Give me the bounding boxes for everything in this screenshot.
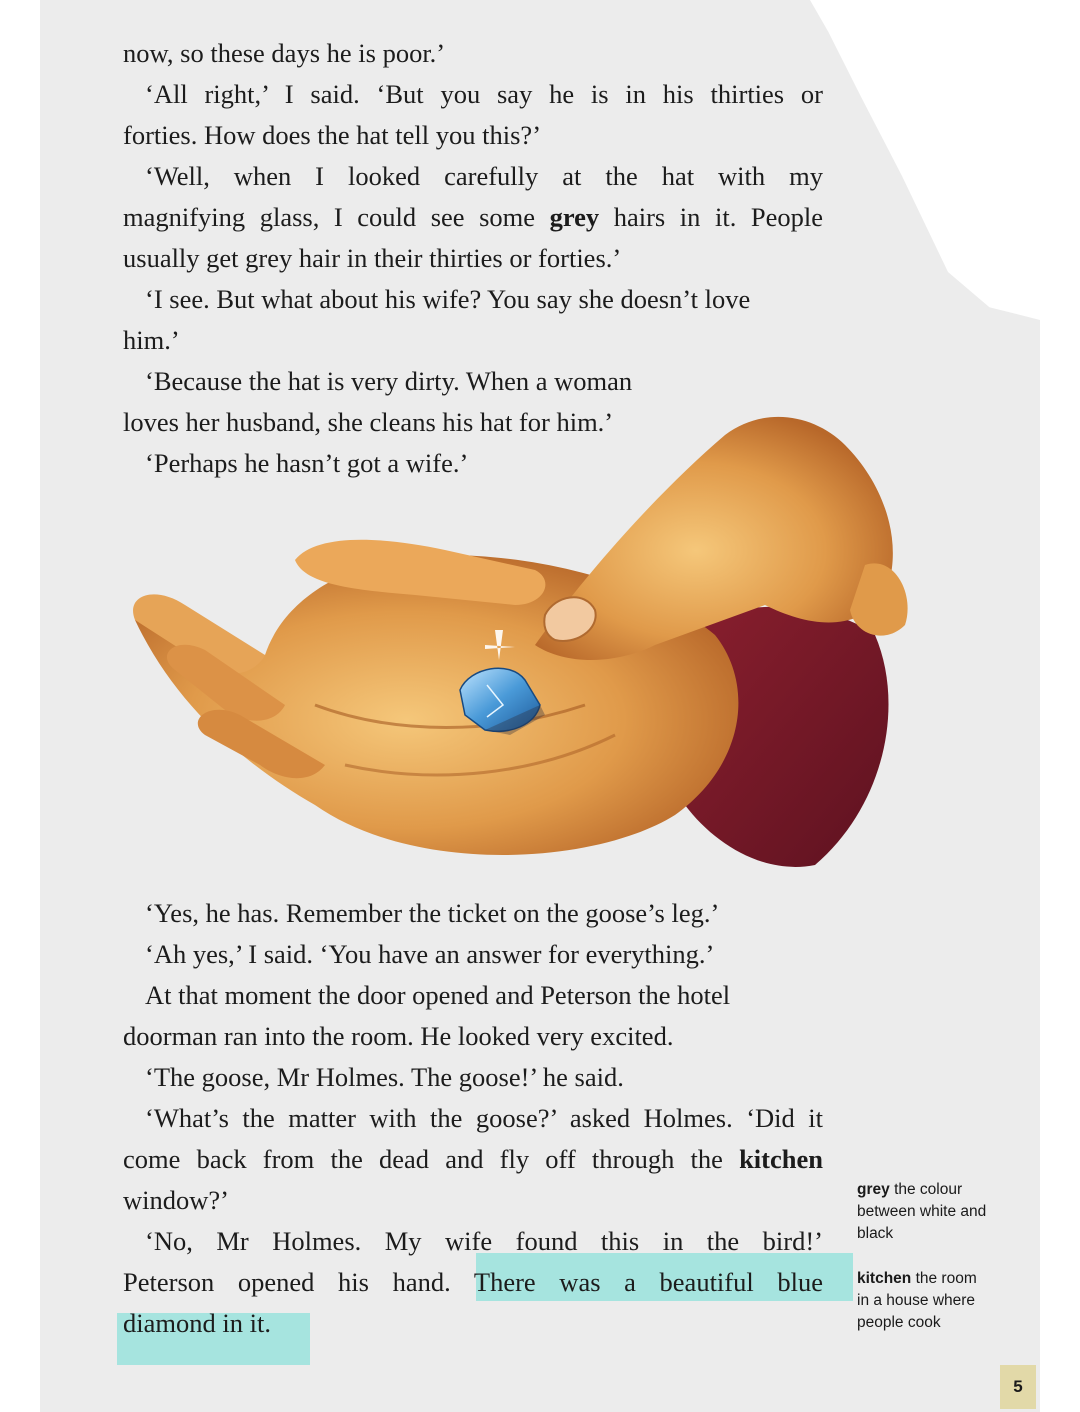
text-span: hairs in it. People: [599, 202, 823, 232]
glossary-definition: between white and: [857, 1203, 987, 1220]
glossary-definition: black: [857, 1225, 894, 1242]
glossary-word-kitchen: kitchen: [739, 1144, 823, 1174]
text-span: come back from the dead and fly off through the: [123, 1144, 740, 1174]
text-line: At that moment the door opened and Peterson the hotel: [145, 980, 731, 1010]
glossary-definition: the colour: [894, 1181, 963, 1198]
glossary-definition: the room: [915, 1270, 977, 1287]
glossary-entry-kitchen: [857, 1268, 1017, 1334]
text-span: magnifying glass, I could see some: [123, 202, 550, 232]
text-line: usually get grey hair in their thirties or forties.’: [123, 243, 622, 273]
text-line: [123, 1144, 823, 1174]
text-line: ‘Ah yes,’ I said. ‘You have an answer for everything.’: [145, 939, 715, 969]
glossary-word-grey: grey: [549, 202, 600, 232]
glossary-definition: in a house where: [857, 1292, 976, 1309]
text-line: [123, 202, 823, 232]
text-line: ‘The goose, Mr Holmes. The goose!’ he said.: [145, 1062, 624, 1092]
glossary-entry-grey: [857, 1179, 1017, 1245]
text-line: ‘All right,’ I said. ‘But you say he is in his thirties or: [145, 79, 823, 109]
text-line: ‘I see. But what about his wife? You say she doesn’t love: [145, 284, 751, 314]
text-line: ‘What’s the matter with the goose?’ asked Holmes. ‘Did it: [145, 1103, 823, 1133]
text-line: doorman ran into the room. He looked very excited.: [123, 1021, 674, 1051]
text-line: diamond in it.: [123, 1308, 271, 1338]
text-line: him.’: [123, 325, 180, 355]
text-line: ‘No, Mr Holmes. My wife found this in the bird!’: [145, 1226, 823, 1256]
hand-with-diamond-illustration: [115, 405, 915, 875]
page-number: 5: [1000, 1365, 1036, 1409]
text-line: ‘Well, when I looked carefully at the hat with my: [145, 161, 823, 191]
text-line: window?’: [123, 1185, 229, 1215]
glossary-definition: people cook: [857, 1314, 941, 1331]
text-line: ‘Perhaps he hasn’t got a wife.’: [145, 448, 469, 478]
glossary-term: grey: [857, 1181, 890, 1198]
text-line: forties. How does the hat tell you this?’: [123, 120, 542, 150]
text-line: now, so these days he is poor.’: [123, 38, 446, 68]
text-line: ‘Yes, he has. Remember the ticket on the goose’s leg.’: [145, 898, 720, 928]
text-line: loves her husband, she cleans his hat for him.’: [123, 407, 614, 437]
text-line: Peterson opened his hand. There was a beautiful blue: [123, 1267, 823, 1297]
text-line: ‘Because the hat is very dirty. When a woman: [145, 366, 633, 396]
glossary-term: kitchen: [857, 1270, 912, 1287]
